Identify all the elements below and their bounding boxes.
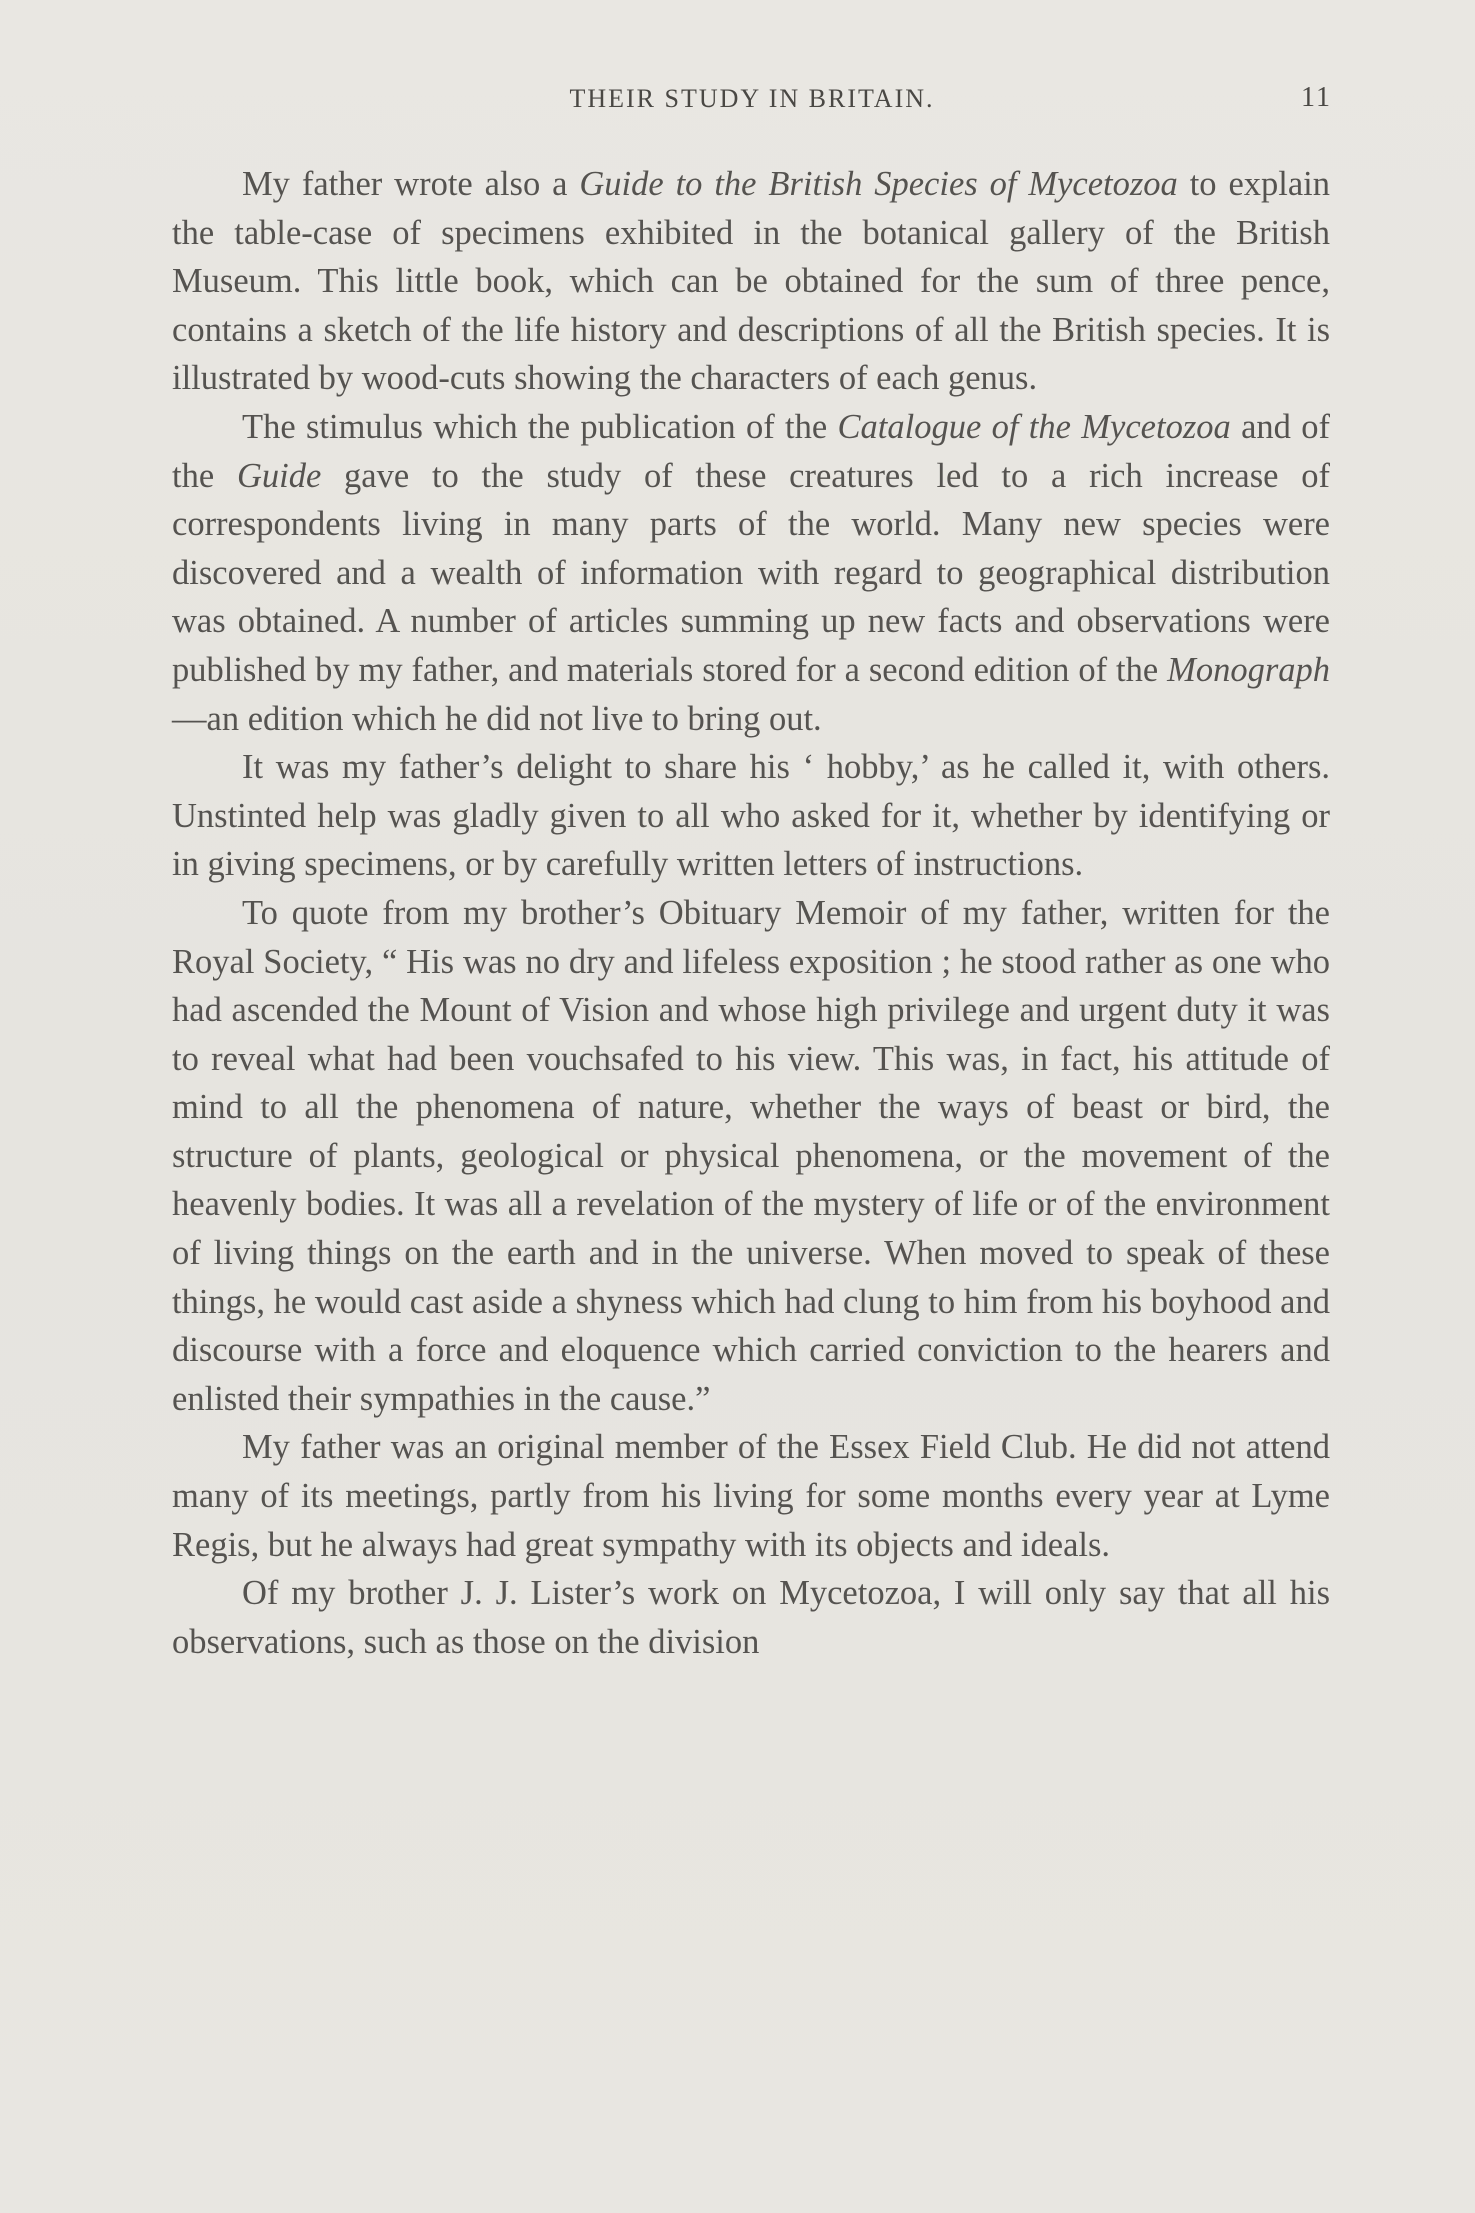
paragraph-essex-field-club: My father was an original member of the Essex Field Club. He did not attend many of its meetings, partly from his living for some months every year at Lyme Regis, but he always had great sympathy with its objects and ideals.	[172, 1428, 1330, 1564]
paragraph-2-text-a: The stimulus which the publication of the	[242, 407, 838, 446]
running-head	[172, 78, 1332, 118]
paragraph-2-italic-catalogue: Catalogue of the Mycetozoa	[837, 407, 1231, 446]
paragraph-obituary-quote: To quote from my brother’s Obituary Memoir of my father, written for the Royal Society, “ His was no dry and lifeless exposition ; he stood rather as one who had ascended the Mount of Vision and whose high privilege and urgent duty it was to reveal what had been vouchsafed to his view. This was, in fact, his attitude of mind to all the phenomena of nature, whether the ways of beast or bird, the structure of plants, geological or physical phenomena, or the movement of the heavenly bodies. It was all a revelation of the mystery of life or of the environment of living things on the earth and in the universe. When moved to speak of these things, he would cast aside a shyness which had clung to him from his boyhood and discourse with a force and eloquence which carried conviction to the hearers and enlisted their sympathies in the cause.”	[172, 893, 1330, 1418]
running-title: THEIR STUDY IN BRITAIN.	[569, 84, 935, 113]
body-text	[172, 160, 1330, 1666]
paragraph-2-text-b: and of the	[172, 407, 1330, 495]
paragraph-1-italic-guide-title: Guide to the British Species of Mycetozoa	[579, 165, 1178, 203]
paragraph-stimulus	[172, 403, 1330, 743]
paragraph-1-text-b: to explain the table-case of specimens exhibited in the botanical gallery of the British Museum. This little book, which can be obtained for the sum of three pence, contains a sketch of the life history and descriptions of all the British species. It is illustrated by wood-cuts showing the characters of each genus.	[172, 165, 1330, 398]
paragraph-hobby: It was my father’s delight to share his ‘ hobby,’ as he called it, with others. Unstinted help was gladly given to all who asked for it, whether by identifying or in giving specimens, or by carefully written letters of instructions.	[172, 748, 1330, 884]
paragraph-2-text-d: —an edition which he did not live to bring out.	[172, 699, 822, 738]
paragraph-2-italic-monograph: Monograph	[1167, 650, 1330, 689]
paragraph-2-italic-guide: Guide	[236, 456, 322, 495]
paragraph-1-text-a: My father wrote also a	[242, 165, 580, 203]
paragraph-2-text-c: gave to the study of these creatures led to a rich increase of correspondents living in many parts of the world. Many new species were discovered and a wealth of information with regard to geographical distribution was obtained. A number of articles summing up new facts and observations were published by my father, and materials stored for a second edition of the	[172, 456, 1330, 689]
page-number: 11	[1301, 82, 1332, 113]
paragraph-brother-work: Of my brother J. J. Lister’s work on Mycetozoa, I will only say that all his observations, such as those on the division	[172, 1574, 1330, 1661]
paragraph-guide	[172, 160, 1330, 403]
